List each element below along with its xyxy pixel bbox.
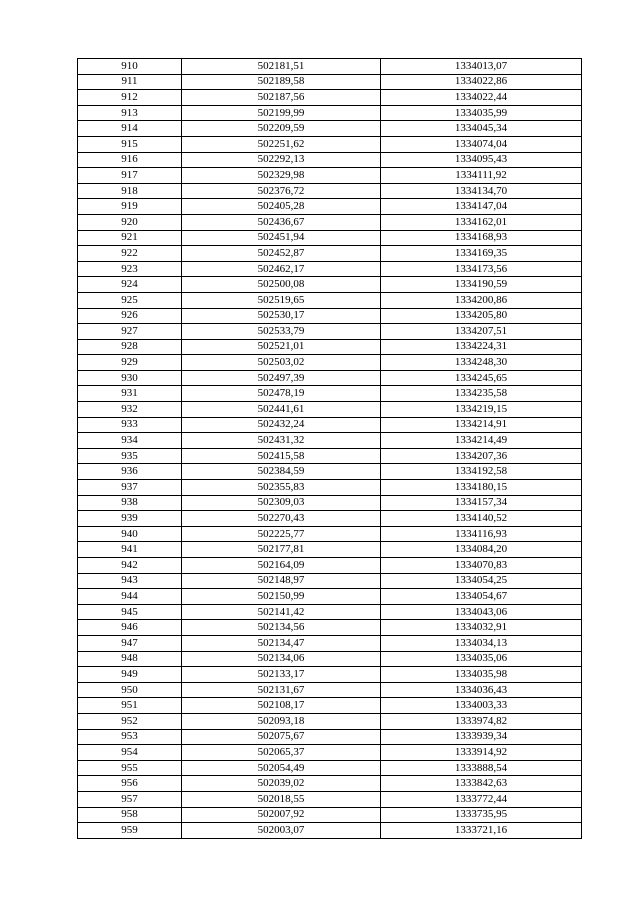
- table-row: [78, 121, 582, 137]
- point-number-cell: 919: [78, 199, 182, 215]
- table-row: [78, 651, 582, 667]
- y-coordinate-cell: 1334200,86: [381, 292, 582, 308]
- x-coordinate-cell: 502225,77: [182, 526, 381, 542]
- x-coordinate-cell: 502134,56: [182, 620, 381, 636]
- y-coordinate-cell: 1334035,06: [381, 651, 582, 667]
- point-number-cell: 913: [78, 105, 182, 121]
- table-row: [78, 791, 582, 807]
- table-row: [78, 339, 582, 355]
- y-coordinate-cell: 1334116,93: [381, 526, 582, 542]
- table-row: [78, 745, 582, 761]
- point-number-cell: 956: [78, 776, 182, 792]
- point-number-cell: 950: [78, 682, 182, 698]
- y-coordinate-cell: 1334035,99: [381, 105, 582, 121]
- table-row: [78, 511, 582, 527]
- point-number-cell: 953: [78, 729, 182, 745]
- x-coordinate-cell: 502441,61: [182, 402, 381, 418]
- table-row: [78, 402, 582, 418]
- x-coordinate-cell: 502462,17: [182, 261, 381, 277]
- table-row: [78, 480, 582, 496]
- y-coordinate-cell: 1334157,34: [381, 495, 582, 511]
- y-coordinate-cell: 1334180,15: [381, 480, 582, 496]
- x-coordinate-cell: 502189,58: [182, 74, 381, 90]
- point-number-cell: 955: [78, 760, 182, 776]
- x-coordinate-cell: 502181,51: [182, 59, 381, 75]
- table-row: [78, 635, 582, 651]
- point-number-cell: 946: [78, 620, 182, 636]
- y-coordinate-cell: 1334003,33: [381, 698, 582, 714]
- x-coordinate-cell: 502384,59: [182, 464, 381, 480]
- x-coordinate-cell: 502018,55: [182, 791, 381, 807]
- x-coordinate-cell: 502500,08: [182, 277, 381, 293]
- y-coordinate-cell: 1334162,01: [381, 214, 582, 230]
- table-row: [78, 526, 582, 542]
- x-coordinate-cell: 502530,17: [182, 308, 381, 324]
- x-coordinate-cell: 502451,94: [182, 230, 381, 246]
- point-number-cell: 927: [78, 324, 182, 340]
- y-coordinate-cell: 1334134,70: [381, 183, 582, 199]
- point-number-cell: 941: [78, 542, 182, 558]
- x-coordinate-cell: 502431,32: [182, 433, 381, 449]
- y-coordinate-cell: 1334111,92: [381, 168, 582, 184]
- x-coordinate-cell: 502405,28: [182, 199, 381, 215]
- point-number-cell: 939: [78, 511, 182, 527]
- y-coordinate-cell: 1334205,80: [381, 308, 582, 324]
- table-row: [78, 713, 582, 729]
- table-row: [78, 74, 582, 90]
- y-coordinate-cell: 1334169,35: [381, 246, 582, 262]
- y-coordinate-cell: 1334248,30: [381, 355, 582, 371]
- point-number-cell: 917: [78, 168, 182, 184]
- y-coordinate-cell: 1334214,91: [381, 417, 582, 433]
- point-number-cell: 914: [78, 121, 182, 137]
- point-number-cell: 920: [78, 214, 182, 230]
- table-row: [78, 90, 582, 106]
- point-number-cell: 954: [78, 745, 182, 761]
- point-number-cell: 930: [78, 370, 182, 386]
- x-coordinate-cell: 502093,18: [182, 713, 381, 729]
- y-coordinate-cell: 1334045,34: [381, 121, 582, 137]
- y-coordinate-cell: 1334147,04: [381, 199, 582, 215]
- table-row: [78, 168, 582, 184]
- table-row: [78, 183, 582, 199]
- y-coordinate-cell: 1333735,95: [381, 807, 582, 823]
- table-row: [78, 682, 582, 698]
- point-number-cell: 943: [78, 573, 182, 589]
- x-coordinate-cell: 502148,97: [182, 573, 381, 589]
- x-coordinate-cell: 502134,47: [182, 635, 381, 651]
- table-row: [78, 355, 582, 371]
- y-coordinate-cell: 1334035,98: [381, 667, 582, 683]
- table-row: [78, 308, 582, 324]
- point-number-cell: 951: [78, 698, 182, 714]
- point-number-cell: 929: [78, 355, 182, 371]
- x-coordinate-cell: 502209,59: [182, 121, 381, 137]
- y-coordinate-cell: 1334034,13: [381, 635, 582, 651]
- point-number-cell: 925: [78, 292, 182, 308]
- point-number-cell: 938: [78, 495, 182, 511]
- x-coordinate-cell: 502452,87: [182, 246, 381, 262]
- table-row: [78, 604, 582, 620]
- point-number-cell: 947: [78, 635, 182, 651]
- y-coordinate-cell: 1334207,36: [381, 448, 582, 464]
- y-coordinate-cell: 1333772,44: [381, 791, 582, 807]
- x-coordinate-cell: 502497,39: [182, 370, 381, 386]
- y-coordinate-cell: 1334192,58: [381, 464, 582, 480]
- x-coordinate-cell: 502503,02: [182, 355, 381, 371]
- point-number-cell: 948: [78, 651, 182, 667]
- y-coordinate-cell: 1334214,49: [381, 433, 582, 449]
- y-coordinate-cell: 1334036,43: [381, 682, 582, 698]
- x-coordinate-cell: 502251,62: [182, 136, 381, 152]
- y-coordinate-cell: 1334074,04: [381, 136, 582, 152]
- point-number-cell: 944: [78, 589, 182, 605]
- x-coordinate-cell: 502355,83: [182, 480, 381, 496]
- x-coordinate-cell: 502065,37: [182, 745, 381, 761]
- x-coordinate-cell: 502415,58: [182, 448, 381, 464]
- point-number-cell: 945: [78, 604, 182, 620]
- y-coordinate-cell: 1334207,51: [381, 324, 582, 340]
- table-row: [78, 370, 582, 386]
- x-coordinate-cell: 502436,67: [182, 214, 381, 230]
- y-coordinate-cell: 1333914,92: [381, 745, 582, 761]
- y-coordinate-cell: 1334022,44: [381, 90, 582, 106]
- table-row: [78, 573, 582, 589]
- table-row: [78, 152, 582, 168]
- point-number-cell: 928: [78, 339, 182, 355]
- x-coordinate-cell: 502177,81: [182, 542, 381, 558]
- point-number-cell: 959: [78, 823, 182, 839]
- point-number-cell: 934: [78, 433, 182, 449]
- x-coordinate-cell: 502075,67: [182, 729, 381, 745]
- y-coordinate-cell: 1333721,16: [381, 823, 582, 839]
- x-coordinate-cell: 502187,56: [182, 90, 381, 106]
- y-coordinate-cell: 1334245,65: [381, 370, 582, 386]
- y-coordinate-cell: 1334095,43: [381, 152, 582, 168]
- x-coordinate-cell: 502054,49: [182, 760, 381, 776]
- y-coordinate-cell: 1334013,07: [381, 59, 582, 75]
- table-row: [78, 261, 582, 277]
- table-row: [78, 324, 582, 340]
- table-row: [78, 495, 582, 511]
- y-coordinate-cell: 1333888,54: [381, 760, 582, 776]
- point-number-cell: 923: [78, 261, 182, 277]
- y-coordinate-cell: 1334084,20: [381, 542, 582, 558]
- table-row: [78, 760, 582, 776]
- table-row: [78, 448, 582, 464]
- point-number-cell: 933: [78, 417, 182, 433]
- coordinates-table: [77, 58, 582, 839]
- table-row: [78, 589, 582, 605]
- x-coordinate-cell: 502270,43: [182, 511, 381, 527]
- y-coordinate-cell: 1333842,63: [381, 776, 582, 792]
- point-number-cell: 932: [78, 402, 182, 418]
- y-coordinate-cell: 1334140,52: [381, 511, 582, 527]
- x-coordinate-cell: 502141,42: [182, 604, 381, 620]
- point-number-cell: 915: [78, 136, 182, 152]
- point-number-cell: 936: [78, 464, 182, 480]
- y-coordinate-cell: 1334235,58: [381, 386, 582, 402]
- x-coordinate-cell: 502134,06: [182, 651, 381, 667]
- point-number-cell: 949: [78, 667, 182, 683]
- point-number-cell: 952: [78, 713, 182, 729]
- x-coordinate-cell: 502108,17: [182, 698, 381, 714]
- x-coordinate-cell: 502329,98: [182, 168, 381, 184]
- point-number-cell: 958: [78, 807, 182, 823]
- x-coordinate-cell: 502150,99: [182, 589, 381, 605]
- table-row: [78, 823, 582, 839]
- x-coordinate-cell: 502376,72: [182, 183, 381, 199]
- table-row: [78, 277, 582, 293]
- table-row: [78, 199, 582, 215]
- y-coordinate-cell: 1334043,06: [381, 604, 582, 620]
- table-row: [78, 105, 582, 121]
- y-coordinate-cell: 1334224,31: [381, 339, 582, 355]
- point-number-cell: 924: [78, 277, 182, 293]
- table-row: [78, 59, 582, 75]
- x-coordinate-cell: 502133,17: [182, 667, 381, 683]
- table-row: [78, 807, 582, 823]
- table-row: [78, 558, 582, 574]
- table-row: [78, 776, 582, 792]
- coordinates-table-body: [78, 59, 582, 839]
- x-coordinate-cell: 502478,19: [182, 386, 381, 402]
- y-coordinate-cell: 1334190,59: [381, 277, 582, 293]
- table-row: [78, 698, 582, 714]
- table-row: [78, 729, 582, 745]
- table-row: [78, 292, 582, 308]
- x-coordinate-cell: 502309,03: [182, 495, 381, 511]
- point-number-cell: 921: [78, 230, 182, 246]
- table-row: [78, 667, 582, 683]
- y-coordinate-cell: 1334070,83: [381, 558, 582, 574]
- y-coordinate-cell: 1334022,86: [381, 74, 582, 90]
- x-coordinate-cell: 502003,07: [182, 823, 381, 839]
- point-number-cell: 916: [78, 152, 182, 168]
- point-number-cell: 922: [78, 246, 182, 262]
- y-coordinate-cell: 1333974,82: [381, 713, 582, 729]
- table-row: [78, 417, 582, 433]
- point-number-cell: 940: [78, 526, 182, 542]
- x-coordinate-cell: 502164,09: [182, 558, 381, 574]
- x-coordinate-cell: 502039,02: [182, 776, 381, 792]
- table-row: [78, 246, 582, 262]
- x-coordinate-cell: 502521,01: [182, 339, 381, 355]
- point-number-cell: 931: [78, 386, 182, 402]
- x-coordinate-cell: 502199,99: [182, 105, 381, 121]
- table-row: [78, 620, 582, 636]
- y-coordinate-cell: 1334054,25: [381, 573, 582, 589]
- x-coordinate-cell: 502533,79: [182, 324, 381, 340]
- table-row: [78, 230, 582, 246]
- point-number-cell: 911: [78, 74, 182, 90]
- x-coordinate-cell: 502432,24: [182, 417, 381, 433]
- table-row: [78, 542, 582, 558]
- table-row: [78, 386, 582, 402]
- x-coordinate-cell: 502519,65: [182, 292, 381, 308]
- point-number-cell: 912: [78, 90, 182, 106]
- point-number-cell: 957: [78, 791, 182, 807]
- x-coordinate-cell: 502007,92: [182, 807, 381, 823]
- y-coordinate-cell: 1334219,15: [381, 402, 582, 418]
- x-coordinate-cell: 502292,13: [182, 152, 381, 168]
- point-number-cell: 935: [78, 448, 182, 464]
- y-coordinate-cell: 1334168,93: [381, 230, 582, 246]
- point-number-cell: 926: [78, 308, 182, 324]
- y-coordinate-cell: 1334173,56: [381, 261, 582, 277]
- table-row: [78, 433, 582, 449]
- y-coordinate-cell: 1334032,91: [381, 620, 582, 636]
- point-number-cell: 918: [78, 183, 182, 199]
- y-coordinate-cell: 1333939,34: [381, 729, 582, 745]
- x-coordinate-cell: 502131,67: [182, 682, 381, 698]
- y-coordinate-cell: 1334054,67: [381, 589, 582, 605]
- table-row: [78, 136, 582, 152]
- table-row: [78, 214, 582, 230]
- point-number-cell: 937: [78, 480, 182, 496]
- point-number-cell: 910: [78, 59, 182, 75]
- point-number-cell: 942: [78, 558, 182, 574]
- table-row: [78, 464, 582, 480]
